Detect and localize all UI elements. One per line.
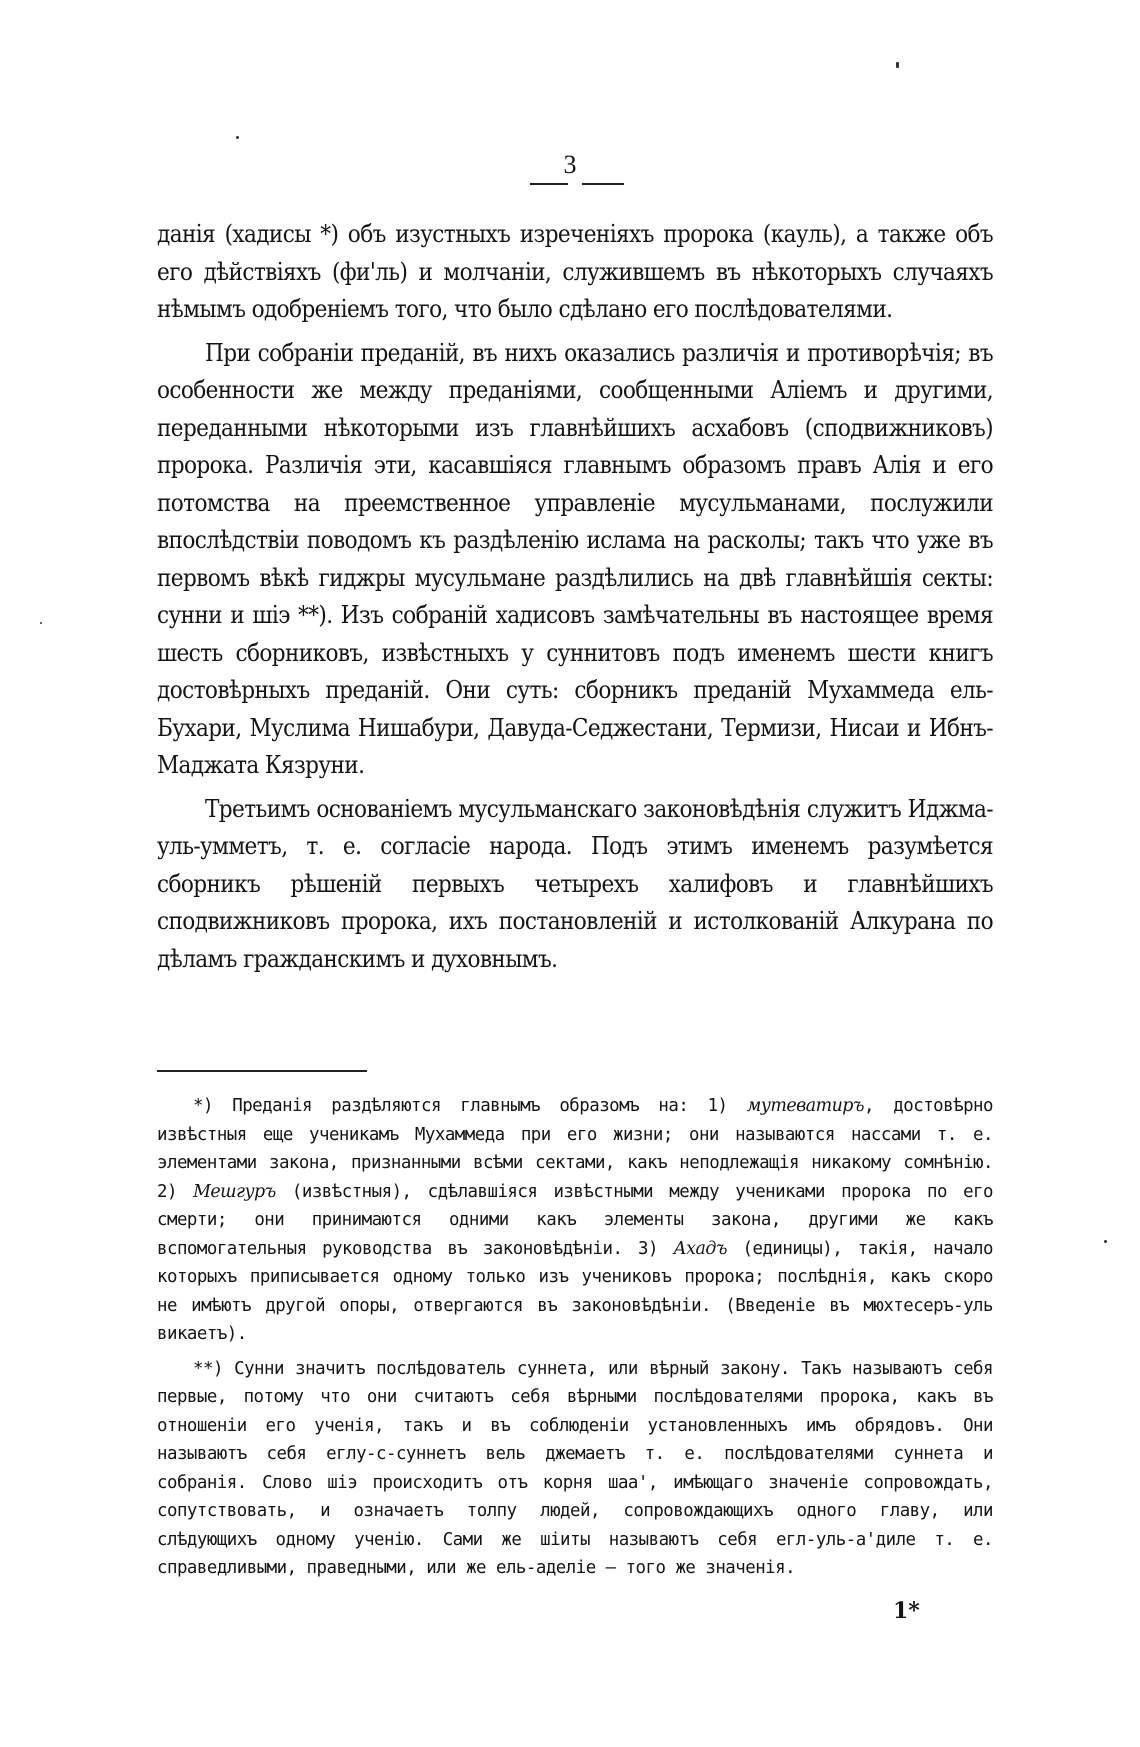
scan-speck <box>40 622 42 624</box>
footnote-1-term-meshgur: Мешгуръ <box>193 1181 276 1202</box>
footnotes <box>157 1092 993 1589</box>
page-number-rule-left <box>530 183 568 185</box>
page-number-rule-right <box>582 183 624 185</box>
paragraph-1: данія (хадисы *) объ изустныхъ изреченіяхъ пророка (кауль), а также объ его дѣйствіяхъ (фи'ль) и молчаніи, служившемъ въ нѣкоторыхъ случаяхъ нѣмымъ одобреніемъ того, что было сдѣлано его послѣдователями. <box>157 220 993 323</box>
scan-speck <box>896 62 899 68</box>
scan-speck <box>1104 1240 1107 1243</box>
footnote-1-term-mutevatir: мутеватиръ <box>746 1096 865 1116</box>
signature-mark: 1* <box>893 1598 920 1624</box>
footnote-1-part-b: , достовѣрно извѣстныя еще ученикамъ Мухаммеда при его жизни; они называются нассами т. е. элементами закона, признанными всѣми сектами, какъ неподлежащія никакому сомнѣнію. 2) <box>157 1096 993 1202</box>
scan-speck <box>236 136 239 139</box>
footnote-1-part-a: *) Преданія раздѣляются главнымъ образомъ на: 1) <box>193 1096 747 1116</box>
paragraph-2: При собраніи преданій, въ нихъ оказались различія и противорѣчія; въ особенности же между преданіями, сообщенными Аліемъ и другими, переданными нѣкоторыми изъ главнѣйшихъ асхабовъ (сподвижниковъ) пророка. Различія эти, касавшіяся главнымъ образомъ правъ Алія и его потомства на преемственное управленіе мусульманами, послужили впослѣдствіи поводомъ къ раздѣленію ислама на расколы; такъ что уже въ первомъ вѣкѣ гиджры мусульмане раздѣлились на двѣ главнѣйшія секты: сунни и шіэ **). Изъ собраній хадисовъ замѣчательны въ настоящее время шесть сборниковъ, извѣстныхъ у суннитовъ подъ именемъ шести книгъ достовѣрныхъ преданій. Они суть: сборникъ преданій Мухаммеда ель-Бухари, Муслима Нишабури, Давуда-Седжестани, Термизи, Нисаи и Ибнъ-Маджата Кязруни. <box>157 338 993 779</box>
paragraph-3: Третьимъ основаніемъ мусульманскаго законовѣдѣнія служитъ Иджма-уль-умметъ, т. е. согласіе народа. Подъ этимъ именемъ разумѣется сборникъ рѣшеній первыхъ четырехъ халифовъ и главнѣйшихъ сподвижниковъ пророка, ихъ постановленій и истолкованій Алкурана по дѣламъ гражданскимъ и духовнымъ. <box>157 794 993 973</box>
footnote-divider <box>157 1070 367 1072</box>
footnote-1 <box>157 1092 993 1349</box>
page-number: 3 <box>563 150 577 179</box>
footnote-2: **) Сунни значитъ послѣдователь суннета, или вѣрный закону. Такъ называютъ себя первые, потому что они считаютъ себя вѣрными послѣдователями пророка, какъ въ отношеніи его ученія, такъ и въ соблюденіи установленныхъ имъ обрядовъ. Они называютъ себя еглу-с-суннетъ вель джемаетъ т. е. послѣдователями суннета и собранія. Слово шіэ происходитъ отъ корня шаа', имѣющаго значеніе сопровождать, сопутствовать, и означаетъ толпу людей, сопровождающихъ одного главу, или слѣдующихъ одному ученію. Сами же шіиты называютъ себя егл-уль-а'диле т. е. справедливыми, праведными, или же ель-аделіе — того же значенія. <box>157 1358 993 1578</box>
footnote-1-part-d: (единицы), такія, начало которыхъ приписывается одному только изъ учениковъ пророка; послѣднія, какъ скоро не имѣютъ другой опоры, отвергаются въ законовѣдѣніи. (Введеніе въ мюхтесеръ-уль викаетъ). <box>157 1238 993 1344</box>
main-text <box>157 216 993 984</box>
footnote-1-part-c: (извѣстныя), сдѣлавшіяся извѣстными между учениками пророка по его смерти; они принимаются одними какъ элементы закона, другими же какъ вспомогательныя руководства въ законовѣдѣніи. 3) <box>157 1181 993 1259</box>
footnote-1-term-akhad: Ахадъ <box>673 1238 727 1259</box>
